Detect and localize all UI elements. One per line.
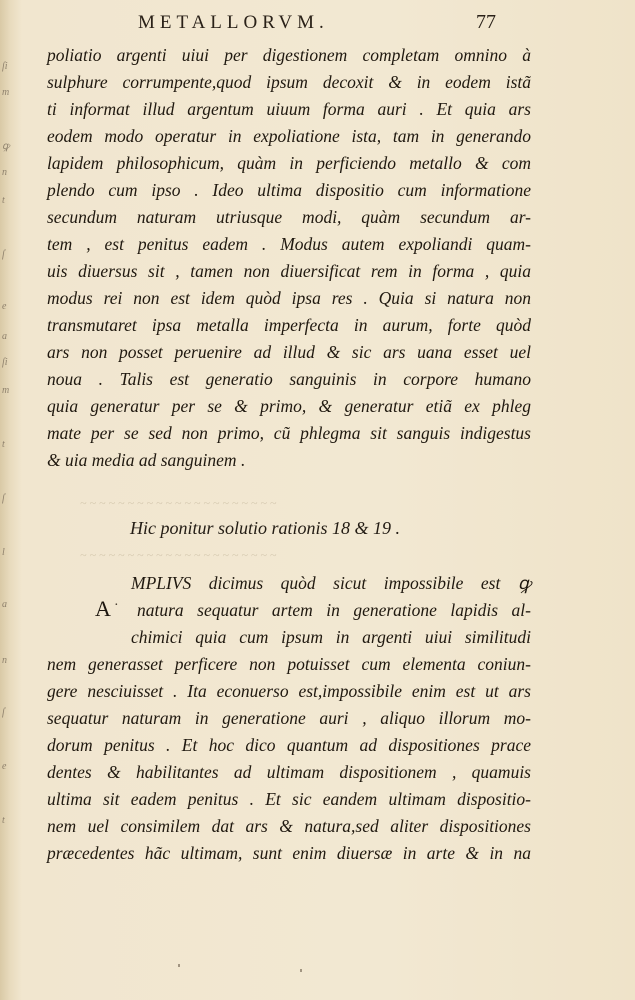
text-line: ti informat illud argentum uiuum forma auri . Et quia ars [47, 99, 531, 119]
bleed-mark: a [2, 599, 7, 610]
bleed-mark: m [2, 385, 10, 396]
text-line: transmutaret ipsa metalla imperfecta in aurum, forte quòd [47, 315, 531, 335]
bleed-mark: m [2, 87, 10, 98]
bleed-mark: n [2, 655, 7, 666]
bleed-mark: a [2, 331, 7, 342]
bleed-mark: e [2, 301, 7, 312]
text-line: sequatur naturam in generatione auri , aliquo illorum mo- [47, 708, 531, 728]
running-head [130, 4, 550, 38]
text-line: nem uel consimilem dat ars & natura,sed aliter dispositiones [47, 816, 531, 836]
speck [300, 969, 302, 972]
text-line: poliatio argenti uiui per digestionem completam omnino à [47, 45, 531, 65]
text-line: gere nesciuisset . Ita econuerso est,impossibile enim est ut ars [47, 681, 531, 701]
text-line: eodem modo operatur in expoliatione ista, tam in generando [47, 126, 531, 146]
bleed-mark: ſi [2, 61, 8, 72]
drop-cap: A [95, 596, 111, 621]
text-line: & uia media ad sanguinem . [47, 450, 246, 470]
bleed-mark: n [2, 167, 7, 178]
text-line: chimici quia cum ipsum in argenti uiui similitudi [131, 627, 531, 647]
bleed-mark: t [2, 815, 5, 826]
speck [178, 964, 180, 967]
show-through: ~ ~ ~ ~ ~ ~ ~ ~ ~ ~ ~ ~ ~ ~ ~ ~ ~ ~ ~ ~ ~ [80, 496, 277, 508]
show-through: ~ ~ ~ ~ ~ ~ ~ ~ ~ ~ ~ ~ ~ ~ ~ ~ ~ ~ ~ ~ ~ [80, 548, 277, 560]
text-line: plendo cum ipso . Ideo ultima dispositio cum informatione [47, 180, 531, 200]
paragraph-1 [47, 42, 531, 474]
bleed-mark: ſ [2, 493, 5, 504]
bleed-mark: t [2, 195, 5, 206]
text-line: sulphure corrumpente,quod ipsum decoxit & in eodem istã [47, 72, 531, 92]
bleed-mark: t [2, 439, 5, 450]
bleed-mark: e [2, 761, 7, 772]
text-line: dentes & habilitantes ad ultimam dispositionem , quamuis [47, 762, 531, 782]
text-line: tem , est penitus eadem . Modus autem expoliandi quam- [47, 234, 531, 254]
text-line: modus rei non est idem quòd ipsa res . Quia si natura non [47, 288, 531, 308]
left-margin-bleed [0, 40, 18, 940]
bleed-mark: ſ [2, 249, 5, 260]
text-line: MPLIVS dicimus quòd sicut impossibile est ꝙ [131, 573, 531, 593]
text-line: mate per se sed non primo, cũ phlegma sit sanguis indigestus [47, 423, 531, 443]
paper-specks [170, 960, 370, 980]
bleed-mark: ſ [2, 707, 5, 718]
text-line: noua . Talis est generatio sanguinis in corpore humano [47, 369, 531, 389]
paragraph-2 [47, 570, 531, 867]
text-line: secundum naturam utriusque modi, quàm secundum ar- [47, 207, 531, 227]
bleed-mark: ꝙ [2, 141, 10, 152]
text-line: ars non posset peruenire ad illud & sic ars uana esset uel [47, 342, 531, 362]
bleed-mark: ſi [2, 357, 8, 368]
page-number: 77 [476, 11, 496, 33]
running-head-title: METALLORVM. [138, 12, 329, 33]
text-line: præcedentes hãc ultimam, sunt enim diuersæ in arte & in na [47, 843, 531, 863]
text-line: natura sequatur artem in generatione lapidis al- [137, 600, 531, 620]
section-heading: Hic ponitur solutio rationis 18 & 19 . [130, 518, 401, 538]
text-line: nem generasset perficere non potuisset cum elementa coniun- [47, 654, 531, 674]
text-line: uis diuersus sit , tamen non diuersificat rem in forma , quia [47, 261, 531, 281]
text-line: quia generatur per se & primo, & generatur etiã ex phleg [47, 396, 531, 416]
text-line: ultima sit eadem penitus . Et sic eandem ultimam dispositio- [47, 789, 531, 809]
drop-cap-ornament: · [114, 598, 119, 613]
bleed-mark: l [2, 547, 5, 558]
text-line: dorum penitus . Et hoc dico quantum ad dispositiones prace [47, 735, 531, 755]
text-line: lapidem philosophicum, quàm in perficiendo metallo & com [47, 153, 531, 173]
